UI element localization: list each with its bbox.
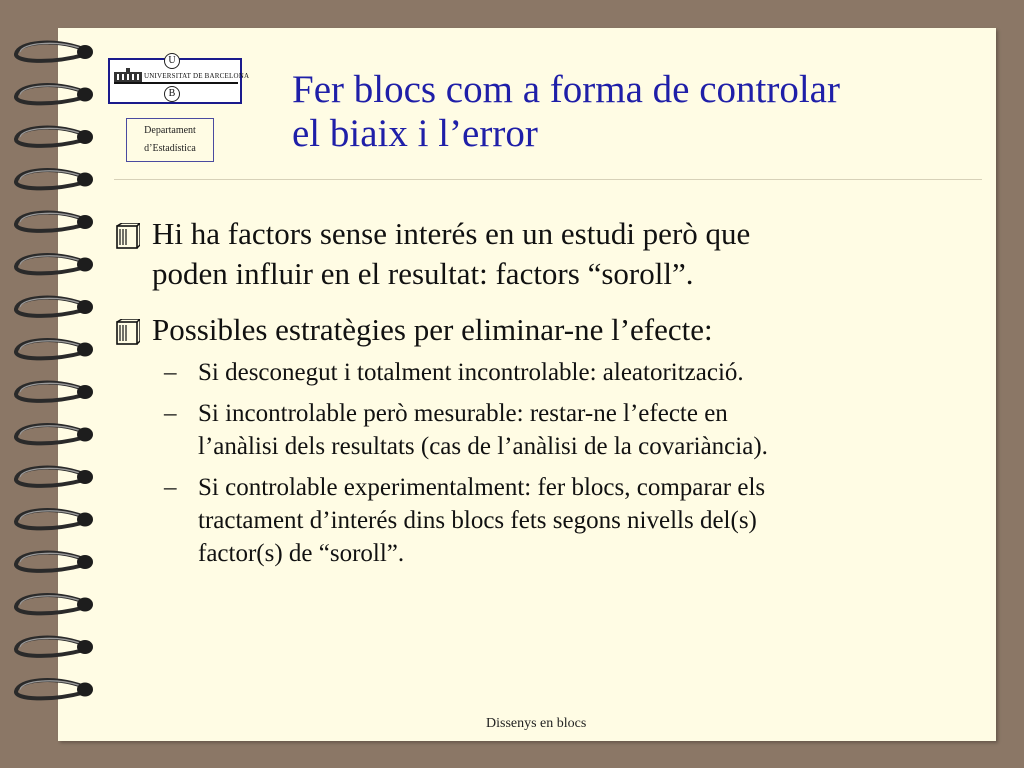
binding-ring [16, 595, 93, 613]
sub-bullet-line1: Si desconegut i totalment incontrolable: aleatorització. [198, 359, 744, 386]
binding-ring [16, 468, 93, 486]
university-name: UNIVERSITAT DE BARCELONA [144, 72, 250, 80]
sub-bullet-line2: tractament d’interés dins blocs fets segons nivells del(s) [198, 507, 757, 534]
dash-bullet: – [164, 474, 177, 501]
sub-bullet-line1: Si controlable experimentalment: fer blocs, comparar els [198, 474, 766, 501]
sub-bullet-line3: factor(s) de “soroll”. [198, 540, 405, 567]
slide-title [292, 68, 992, 156]
binding-ring [16, 85, 93, 103]
binding-ring [16, 170, 93, 188]
notebook-icon [114, 319, 140, 345]
binding-ring [16, 680, 93, 698]
dash-bullet: – [164, 359, 177, 386]
logo-rule [114, 82, 238, 84]
sub-bullet-line2: l’anàlisi dels resultats (cas de l’anàlisi de la covariància). [198, 433, 768, 460]
title-line1: Fer blocs com a forma de controlar [292, 68, 840, 111]
binding-ring [16, 510, 93, 528]
bullet-line2: poden influir en el resultat: factors “soroll”. [152, 256, 694, 291]
department-box [126, 118, 214, 162]
sub-bullet-item [112, 356, 992, 389]
title-divider [114, 179, 982, 180]
bullet-line1: Possibles estratègies per eliminar-ne l’efecte: [152, 312, 713, 347]
title-line2: el biaix i l’error [292, 112, 538, 155]
binding-ring [16, 128, 93, 146]
sub-bullet-line1: Si incontrolable però mesurable: restar-ne l’efecte en [198, 400, 728, 427]
building-icon [114, 68, 142, 82]
department-line1: Departament [144, 125, 196, 136]
sub-bullet-item [112, 397, 992, 463]
dash-bullet: – [164, 400, 177, 427]
binding-ring [16, 340, 93, 358]
logo-letter-b: B [164, 86, 180, 102]
logo-letter-u: U [164, 53, 180, 69]
bullet-item [112, 310, 992, 350]
binding-ring [16, 553, 93, 571]
notebook-icon [114, 223, 140, 249]
binding-ring [16, 43, 93, 61]
university-logo [108, 55, 250, 104]
slide-footer: Dissenys en blocs [486, 716, 587, 731]
binding-ring [16, 213, 93, 231]
binding-ring [16, 383, 93, 401]
bullet-item [112, 214, 992, 294]
binding-ring [16, 255, 93, 273]
spiral-binding-icon [0, 30, 110, 730]
department-line2: d’Estadística [144, 143, 196, 154]
bullet-line1: Hi ha factors sense interés en un estudi però que [152, 216, 751, 251]
sub-bullet-item [112, 471, 992, 570]
binding-ring [16, 298, 93, 316]
binding-ring [16, 638, 93, 656]
slide-body [112, 214, 992, 578]
binding-ring [16, 425, 93, 443]
